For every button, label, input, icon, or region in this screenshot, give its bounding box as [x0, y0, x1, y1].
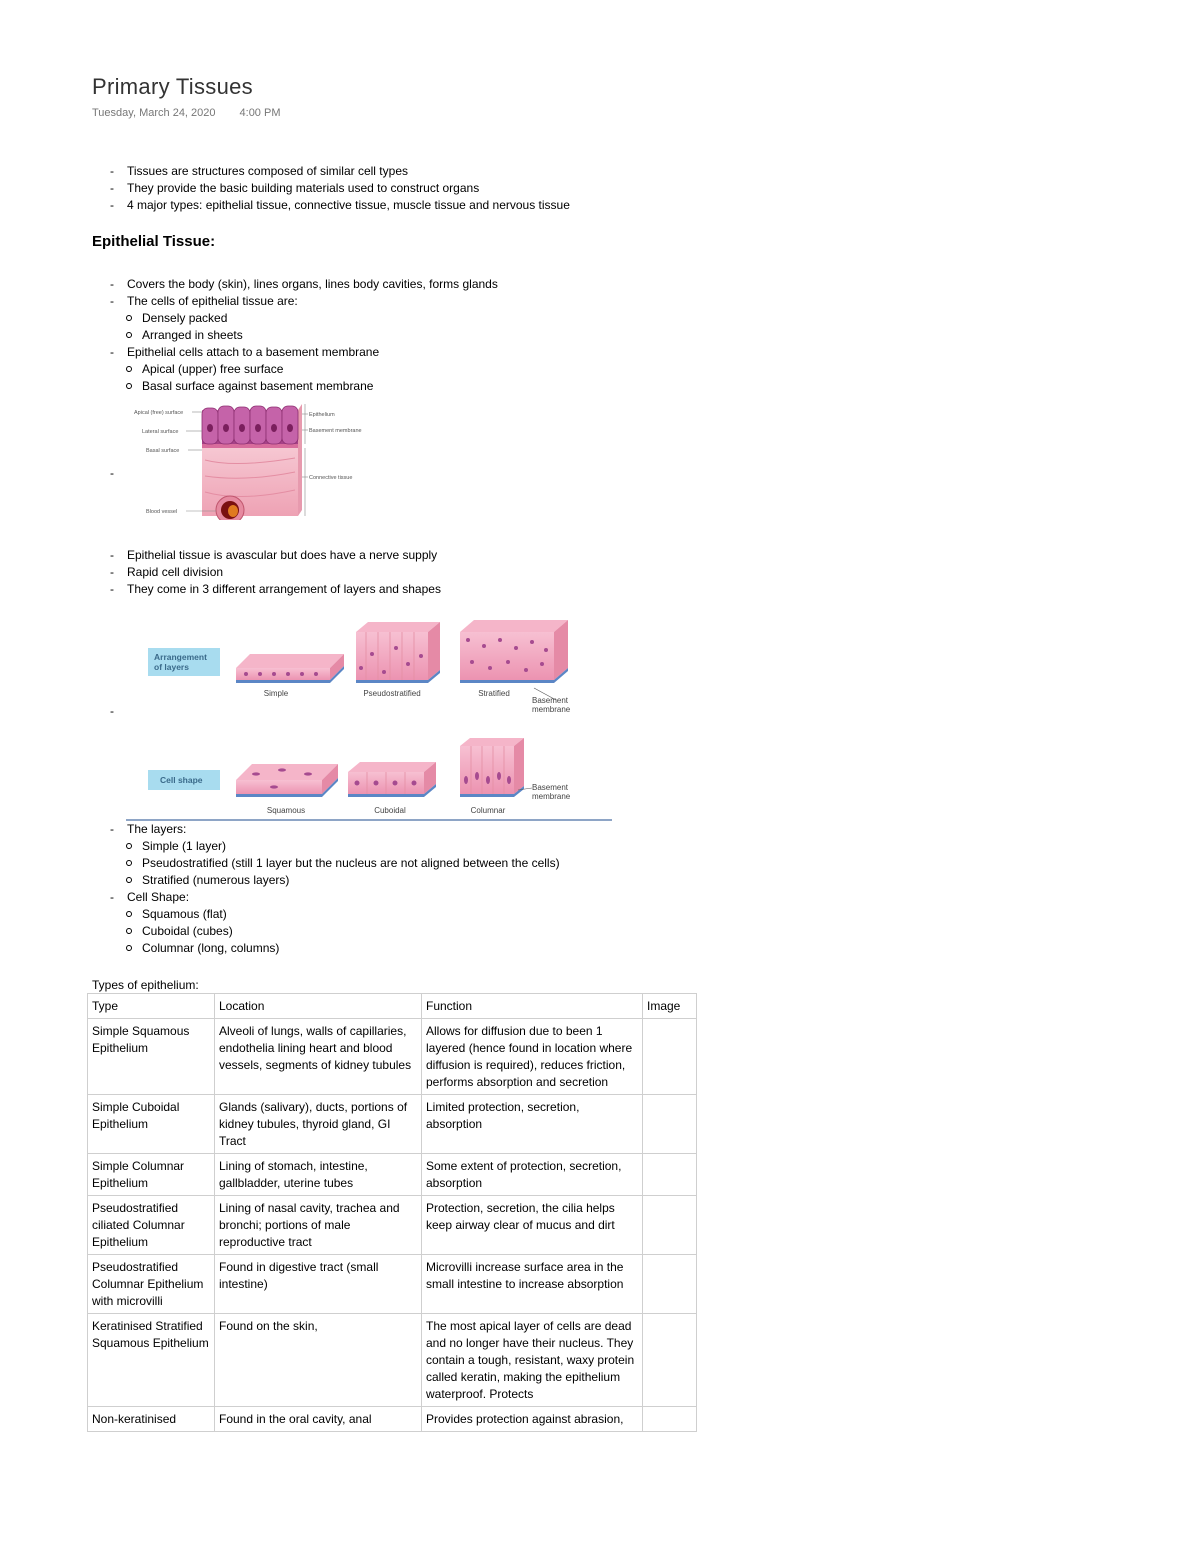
- cell-shape-heading: Cell shape: [160, 775, 203, 785]
- table-row: [88, 1407, 697, 1432]
- header-image: Image: [643, 994, 697, 1019]
- cell-location: Found on the skin,: [215, 1314, 422, 1407]
- label-stratified: Stratified: [478, 689, 510, 698]
- list-item: - Epithelial cells attach to a basement membrane: [108, 344, 498, 361]
- cell-image: [643, 1255, 697, 1314]
- list-item: Apical (upper) free surface: [108, 361, 498, 378]
- types-of-epithelium-label: Types of epithelium:: [92, 978, 199, 992]
- layers-shape-list: [108, 821, 560, 957]
- epithelial-list: [108, 276, 498, 395]
- epithelial-more-list: [108, 547, 441, 598]
- label-lateral-surface: Lateral surface: [142, 429, 179, 435]
- list-item: Columnar (long, columns): [108, 940, 560, 957]
- list-item: - Cell Shape:: [108, 889, 560, 906]
- list-item: - They come in 3 different arrangement of layers and shapes: [108, 581, 441, 598]
- cell-type: Simple Cuboidal Epithelium: [88, 1095, 215, 1154]
- figure-bullet-dash: -: [110, 704, 114, 718]
- cell-function: The most apical layer of cells are dead and no longer have their nucleus. They contain a tough, resistant, waxy protein called keratin, making the epithelium waterproof. Protects: [422, 1314, 643, 1407]
- blood-cell: [228, 505, 238, 517]
- sublist: [108, 361, 498, 395]
- sublist-container: [108, 838, 560, 889]
- list-item: Simple (1 layer): [108, 838, 560, 855]
- note-date: Tuesday, March 24, 2020: [92, 107, 216, 119]
- cell-type: Simple Columnar Epithelium: [88, 1154, 215, 1196]
- cell-location: Lining of stomach, intestine, gallbladder, uterine tubes: [215, 1154, 422, 1196]
- page-title: Primary Tissues: [92, 74, 253, 99]
- basement-membrane-band: [202, 444, 298, 448]
- cell-function: Provides protection against abrasion,: [422, 1407, 643, 1432]
- label-basement-membrane-row2-line2: membrane: [532, 792, 571, 801]
- cell-type: Pseudostratified Columnar Epithelium with microvilli: [88, 1255, 215, 1314]
- table-row: [88, 1255, 697, 1314]
- intro-list: [108, 163, 570, 214]
- label-basement-membrane-row2-line1: Basement: [532, 783, 569, 792]
- cell-function: Limited protection, secretion, absorption: [422, 1095, 643, 1154]
- list-item: Cuboidal (cubes): [108, 923, 560, 940]
- list-item: Densely packed: [108, 310, 498, 327]
- cell-location: Glands (salivary), ducts, portions of kidney tubules, thyroid gland, GI Tract: [215, 1095, 422, 1154]
- cell-image: [643, 1196, 697, 1255]
- label-basement-membrane-row1-line2: membrane: [532, 705, 571, 714]
- cell-image: [643, 1019, 697, 1095]
- cell-type: Non-keratinised: [88, 1407, 215, 1432]
- list-item: Squamous (flat): [108, 906, 560, 923]
- cell-function: Allows for diffusion due to been 1 layered (hence found in location where diffusion is required), reduces friction, performs absorption and secretion: [422, 1019, 643, 1095]
- sublist: [108, 906, 560, 957]
- section-heading-epithelial: Epithelial Tissue:: [92, 233, 216, 250]
- cell-location: Found in the oral cavity, anal: [215, 1407, 422, 1432]
- header-function: Function: [422, 994, 643, 1019]
- note-time: 4:00 PM: [239, 107, 281, 119]
- list-item: Basal surface against basement membrane: [108, 378, 498, 395]
- label-pseudostratified: Pseudostratified: [363, 689, 421, 698]
- list-item: - Epithelial tissue is avascular but does have a nerve supply: [108, 547, 441, 564]
- table-header-row: [88, 994, 697, 1019]
- label-cuboidal: Cuboidal: [374, 806, 406, 815]
- label-columnar: Columnar: [470, 806, 506, 815]
- figure-bullet-dash: -: [110, 466, 114, 480]
- cell-function: Protection, secretion, the cilia helps keep airway clear of mucus and dirt: [422, 1196, 643, 1255]
- columnar-shape-illustration: [460, 738, 524, 797]
- cell-image: [643, 1095, 697, 1154]
- arrangement-heading-line2: of layers: [154, 662, 189, 672]
- sublist-container: [108, 310, 498, 344]
- sublist: [108, 310, 498, 344]
- dateline: [92, 107, 280, 119]
- epithelial-cells: [202, 406, 298, 444]
- label-basement-membrane: Basement membrane: [309, 428, 362, 434]
- cell-function: Microvilli increase surface area in the small intestine to increase absorption: [422, 1255, 643, 1314]
- list-item: - Covers the body (skin), lines organs, lines body cavities, forms glands: [108, 276, 498, 293]
- label-squamous: Squamous: [266, 806, 306, 815]
- squamous-shape-illustration: [236, 764, 338, 797]
- header-type: Type: [88, 994, 215, 1019]
- table-row: [88, 1095, 697, 1154]
- list-item: - The cells of epithelial tissue are:: [108, 293, 498, 310]
- cell-type: Keratinised Stratified Squamous Epithelium: [88, 1314, 215, 1407]
- epithelium-diagram-image: [130, 398, 370, 520]
- label-basal-surface: Basal surface: [146, 448, 180, 454]
- pseudostratified-layer-illustration: [356, 622, 440, 683]
- stratified-layer-illustration: [460, 620, 568, 683]
- cell-image: [643, 1407, 697, 1432]
- list-item: Stratified (numerous layers): [108, 872, 560, 889]
- cell-image: [643, 1314, 697, 1407]
- header-location: Location: [215, 994, 422, 1019]
- table-row: [88, 1196, 697, 1255]
- list-item: - Rapid cell division: [108, 564, 441, 581]
- label-connective-tissue: Connective tissue: [309, 475, 353, 481]
- sublist-container: [108, 361, 498, 395]
- cuboidal-shape-illustration: [348, 762, 436, 797]
- list-item: - Tissues are structures composed of similar cell types: [108, 163, 570, 180]
- epithelium-types-table: [87, 993, 697, 1432]
- list-item: - The layers:: [108, 821, 560, 838]
- cell-image: [643, 1154, 697, 1196]
- label-epithelium: Epithelium: [309, 412, 335, 418]
- cell-type: Pseudostratified ciliated Columnar Epithelium: [88, 1196, 215, 1255]
- list-item: Pseudostratified (still 1 layer but the nucleus are not aligned between the cells): [108, 855, 560, 872]
- sublist: [108, 838, 560, 889]
- label-basement-membrane-row1-line1: Basement: [532, 696, 569, 705]
- table-row: [88, 1019, 697, 1095]
- cell-type: Simple Squamous Epithelium: [88, 1019, 215, 1095]
- label-blood-vessel: Blood vessel: [146, 509, 178, 515]
- list-item: Arranged in sheets: [108, 327, 498, 344]
- cell-location: Found in digestive tract (small intestine): [215, 1255, 422, 1314]
- table-row: [88, 1154, 697, 1196]
- table-row: [88, 1314, 697, 1407]
- simple-layer-illustration: [236, 654, 344, 683]
- sublist-container: [108, 906, 560, 957]
- label-simple: Simple: [263, 689, 289, 698]
- epithelium-types-diagram-image: [126, 618, 612, 822]
- block-side-face: [298, 404, 302, 516]
- cell-location: Alveoli of lungs, walls of capillaries, endothelia lining heart and blood vessels, segments of kidney tubules: [215, 1019, 422, 1095]
- cell-location: Lining of nasal cavity, trachea and bronchi; portions of male reproductive tract: [215, 1196, 422, 1255]
- list-item: - 4 major types: epithelial tissue, connective tissue, muscle tissue and nervous tissue: [108, 197, 570, 214]
- list-item: - They provide the basic building materials used to construct organs: [108, 180, 570, 197]
- label-apical-surface: Apical (free) surface: [134, 410, 184, 416]
- arrangement-heading-line1: Arrangement: [154, 652, 207, 662]
- cell-function: Some extent of protection, secretion, absorption: [422, 1154, 643, 1196]
